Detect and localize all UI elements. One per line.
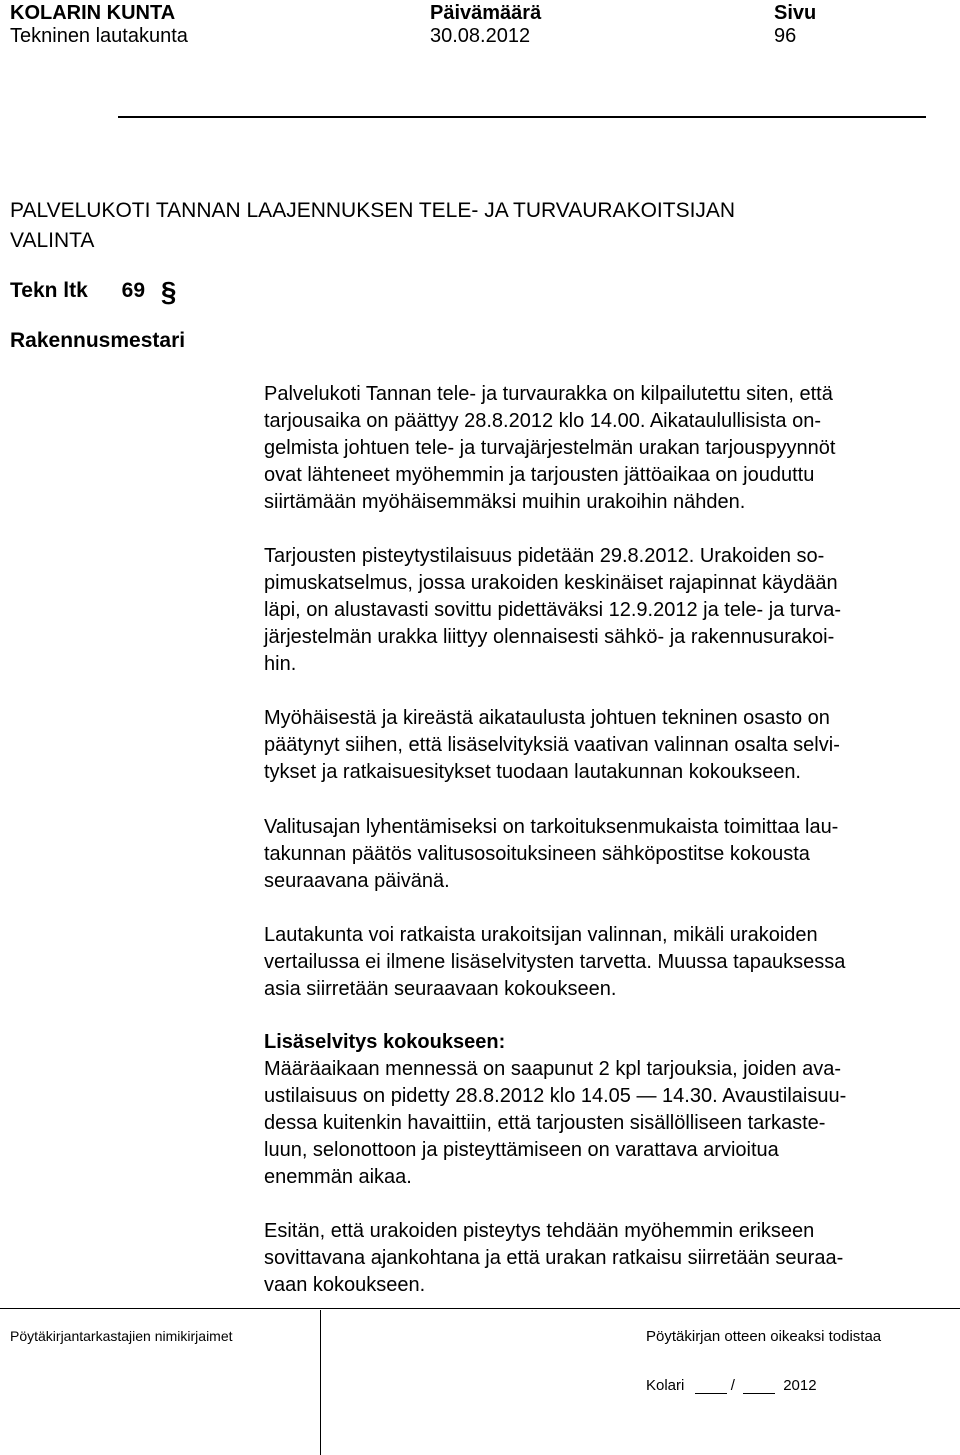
date-value: 30.08.2012 [430, 25, 531, 47]
text-line: pimuskatselmus, jossa urakoiden keskinäiset rajapinnat käydään [264, 572, 838, 594]
text-line: gelmista johtuen tele- ja turvajärjestelmän urakan tarjouspyynnöt [264, 437, 836, 459]
paragraph-3 [264, 705, 954, 786]
certification-date-line [646, 1377, 817, 1394]
date-separator: / [730, 1377, 735, 1394]
text-line: hin. [264, 653, 297, 675]
text-line: dessa kuitenkin havaittiin, että tarjousten sisällölliseen tarkaste- [264, 1112, 826, 1134]
text-line: Myöhäisestä ja kireästä aikataulusta johtuen tekninen osasto on [264, 707, 830, 729]
date-label: Päivämäärä [430, 2, 542, 24]
presenter-role: Rakennusmestari [10, 329, 186, 352]
inspectors-initials-label: Pöytäkirjantarkastajien nimikirjaimet [10, 1328, 233, 1344]
footer-divider [320, 1310, 321, 1455]
day-blank [695, 1377, 727, 1394]
text-line: Lautakunta voi ratkaista urakoitsijan valinnan, mikäli urakoiden [264, 924, 818, 946]
section-reference [10, 276, 176, 308]
paragraph-7 [264, 1218, 954, 1299]
text-line: siirtämään myöhäisemmäksi muihin urakoihin nähden. [264, 491, 746, 513]
title-line: PALVELUKOTI TANNAN LAAJENNUKSEN TELE- JA TURVAURAKOITSIJAN [10, 199, 736, 222]
text-line: sovittavana ajankohtana ja että urakan ratkaisu siirretään seuraa- [264, 1247, 844, 1269]
section-number: 69 [121, 279, 145, 302]
paragraph-5 [264, 922, 954, 1003]
month-blank [743, 1377, 775, 1394]
text-line: enemmän aikaa. [264, 1166, 412, 1188]
section-ref-text: Tekn ltk [10, 279, 88, 302]
text-line: Valitusajan lyhentämiseksi on tarkoituksenmukaista toimittaa lau- [264, 816, 839, 838]
text-line: Määräaikaan mennessä on saapunut 2 kpl tarjouksia, joiden ava- [264, 1058, 842, 1080]
certification-year: 2012 [783, 1377, 817, 1394]
text-line: ustilaisuus on pidetty 28.8.2012 klo 14.05 — 14.30. Avaustilaisuu- [264, 1085, 847, 1107]
place-name: Kolari [646, 1377, 685, 1394]
text-line: vertailussa ei ilmene lisäselvitysten tarvetta. Muussa tapauksessa [264, 951, 846, 973]
text-line: luun, selonottoon ja pisteyttämiseen on varattava arvioitua [264, 1139, 779, 1161]
title-line: VALINTA [10, 229, 95, 252]
paragraph-4 [264, 814, 954, 895]
text-line: päätynyt siihen, että lisäselvityksiä vaativan valinnan osalta selvi- [264, 734, 840, 756]
page-number: 96 [774, 25, 797, 47]
text-line: takunnan päätös valitusosoituksineen sähköpostitse kokousta [264, 843, 810, 865]
section-mark: § [160, 276, 177, 307]
paragraph-2 [264, 543, 954, 678]
subheading: Lisäselvitys kokoukseen: [264, 1031, 506, 1053]
footer-rule [0, 1308, 960, 1309]
text-line: Esitän, että urakoiden pisteytys tehdään myöhemmin erikseen [264, 1220, 815, 1242]
text-line: läpi, on alustavasti sovittu pidettäväksi 12.9.2012 ja tele- ja turva- [264, 599, 841, 621]
org-name: KOLARIN KUNTA [10, 2, 176, 24]
document-title [10, 196, 735, 256]
text-line: tykset ja ratkaisuesitykset tuodaan lautakunnan kokoukseen. [264, 761, 801, 783]
paragraph-1 [264, 381, 954, 516]
text-line: ovat lähteneet myöhemmin ja tarjousten jättöaikaa on jouduttu [264, 464, 815, 486]
text-line: Tarjousten pisteytystilaisuus pidetään 29.8.2012. Urakoiden so- [264, 545, 825, 567]
text-line: tarjousaika on päättyy 28.8.2012 klo 14.00. Aikataulullisista on- [264, 410, 822, 432]
certified-copy-label: Pöytäkirjan otteen oikeaksi todistaa [646, 1328, 882, 1345]
text-line: järjestelmän urakka liittyy olennaisesti sähkö- ja rakennusurakoi- [264, 626, 835, 648]
paragraph-6 [264, 1029, 954, 1191]
text-line: vaan kokoukseen. [264, 1274, 426, 1296]
text-line: seuraavana päivänä. [264, 870, 450, 892]
text-line: Palvelukoti Tannan tele- ja turvaurakka on kilpailutettu siten, että [264, 383, 833, 405]
department-name: Tekninen lautakunta [10, 25, 188, 47]
text-line: asia siirretään seuraavaan kokoukseen. [264, 978, 617, 1000]
header-rule [118, 116, 926, 118]
page-label: Sivu [774, 2, 817, 24]
